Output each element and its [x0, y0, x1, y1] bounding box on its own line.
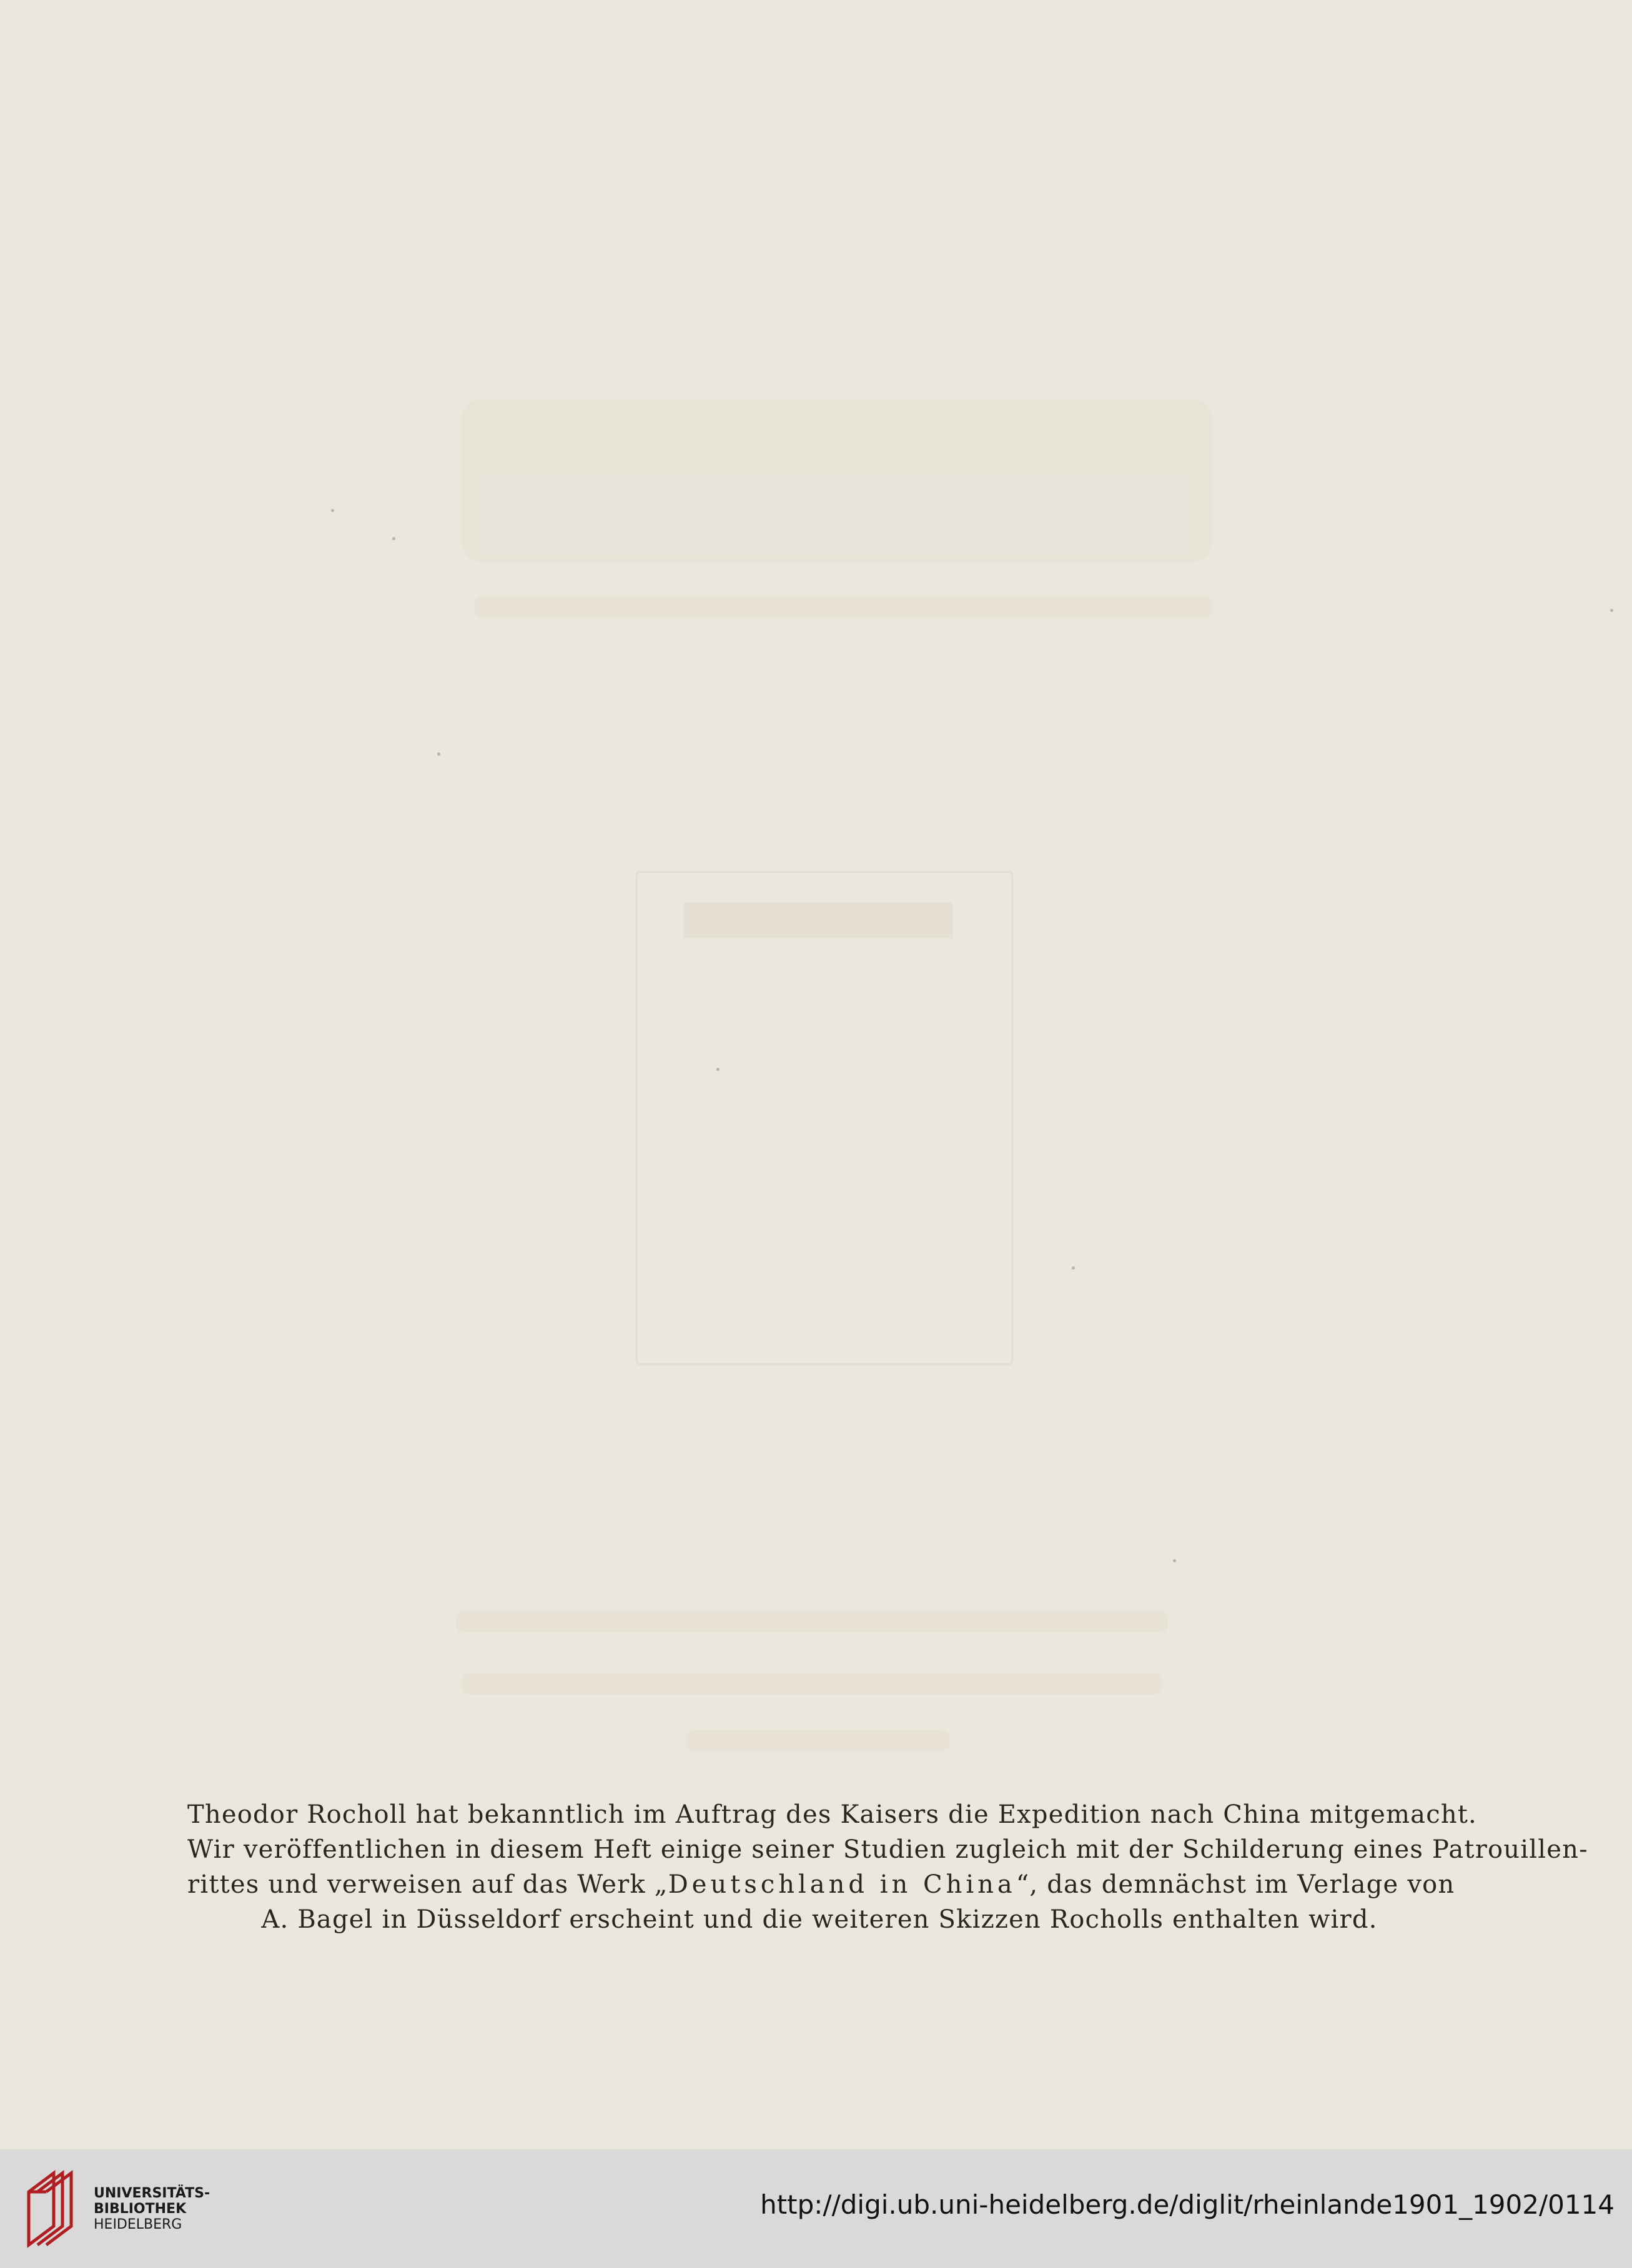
show-through-line	[475, 596, 1212, 618]
library-logo-icon	[17, 2167, 86, 2248]
library-name-line: BIBLIOTHEK	[94, 2201, 187, 2217]
paper-speck	[437, 752, 440, 756]
library-name	[94, 2186, 210, 2232]
paper-speck	[1173, 1559, 1176, 1562]
paper-speck	[392, 537, 395, 540]
book-title: Deutschland in China	[668, 1870, 1016, 1899]
show-through-title	[462, 400, 1212, 562]
paper-speck	[331, 509, 334, 512]
source-url-link[interactable]: http://digi.ub.uni-heidelberg.de/diglit/rheinlande1901_1902/0114	[760, 2189, 1615, 2220]
caption-line: Theodor Rocholl hat bekanntlich im Auftrag des Kaisers die Expedition nach China mitgemacht.	[187, 1800, 1477, 1829]
library-name-line: UNIVERSITÄTS-	[94, 2186, 210, 2201]
caption-line: A. Bagel in Düsseldorf erscheint und die weiteren Skizzen Rocholls enthalten wird.	[261, 1905, 1378, 1934]
show-through-line	[462, 1674, 1162, 1695]
caption-text: rittes und verweisen auf das Werk „	[187, 1870, 668, 1899]
caption-paragraph	[187, 1797, 1588, 1937]
footer-bar	[0, 2149, 1632, 2268]
paper-speck	[716, 1068, 720, 1071]
show-through-band	[684, 902, 952, 939]
library-name-line: HEIDELBERG	[94, 2217, 182, 2232]
paper-speck	[1072, 1266, 1075, 1270]
caption-text: “, das demnächst im Verlage von	[1016, 1870, 1455, 1899]
paper-speck	[1610, 609, 1613, 612]
show-through-line	[687, 1730, 949, 1751]
show-through-line	[456, 1611, 1168, 1632]
show-through-frame	[636, 871, 1013, 1365]
caption-line: Wir veröffentlichen in diesem Heft einige seiner Studien zugleich mit der Schilderung eines Patrouillen-	[187, 1835, 1588, 1864]
caption-line	[187, 1867, 1455, 1902]
